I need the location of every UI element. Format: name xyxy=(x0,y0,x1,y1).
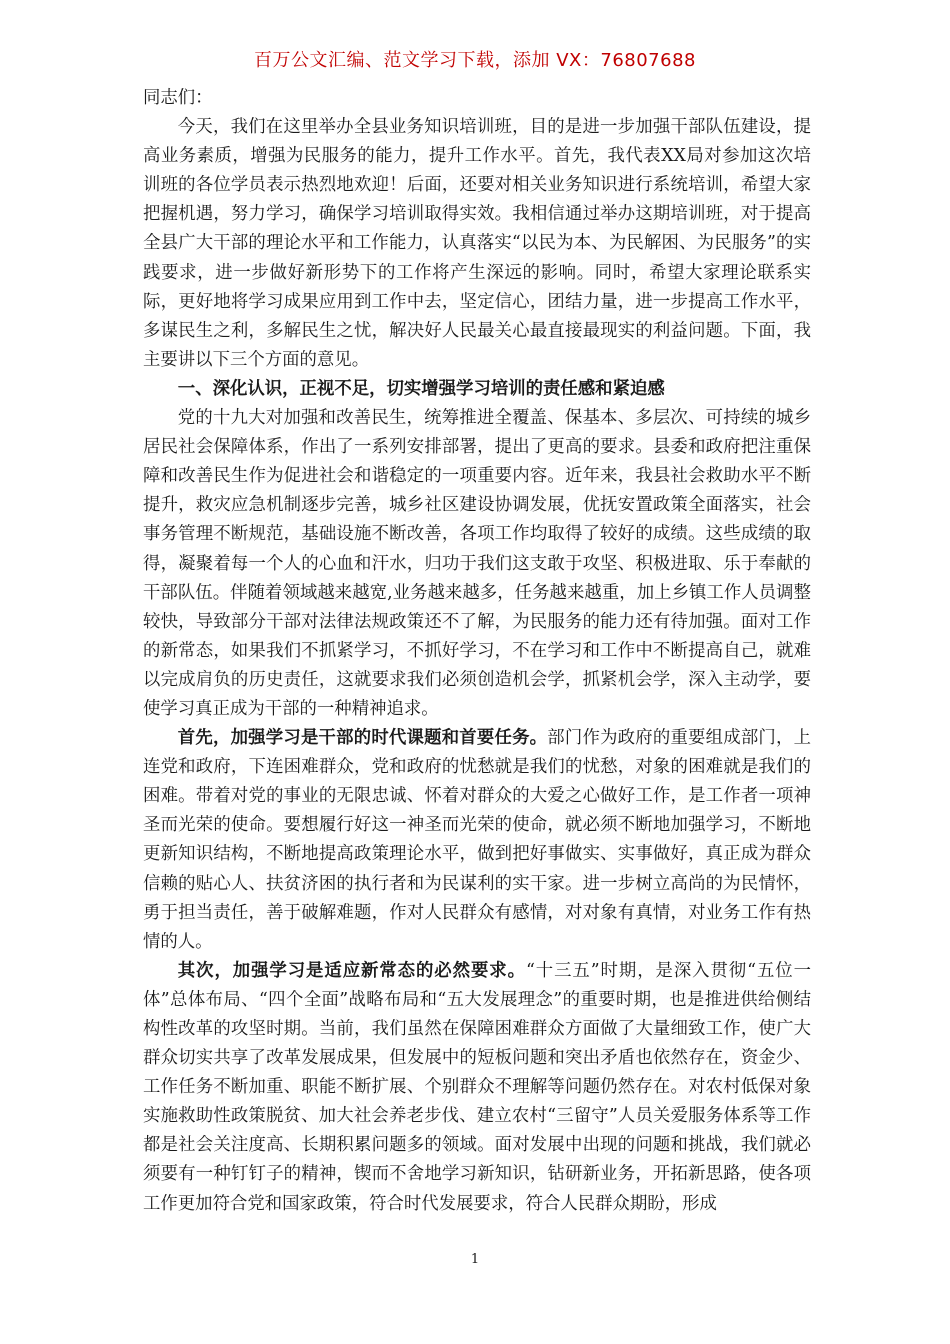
point-paragraph-2 xyxy=(143,957,811,1219)
point-lead: 其次，加强学习是适应新常态的必然要求。 xyxy=(177,960,526,981)
document-body xyxy=(143,84,811,1219)
salutation: 同志们： xyxy=(143,88,213,108)
point-body: “十三五”时期，是深入贯彻“五位一体”总体布局、“四个全面”战略布局和“五大发展理念”的重要时期，也是推进供给侧结构性改革的攻坚时期。当前，我们虽然在保障困难群众方面做了大量细致工作，使广大群众切实共享了改革发展成果，但发展中的短板问题和突出矛盾也依然存在，资金少、工作任务不断加重、职能不断扩展、个别群众不理解等问题仍然存在。对农村低保对象实施救助性政策脱贫、加大社会养老步伐、建立农村“三留守”人员关爱服务体系等工作都是社会关注度高、长期积累问题多的领域。面对发展中出现的问题和挑战，我们就必须要有一种钉钉子的精神，锲而不舍地学习新知识，钻研新业务，开拓新思路，使各项工作更加符合党和国家政策，符合时代发展要求，符合人民群众期盼，形成 xyxy=(143,960,811,1214)
point-paragraph-1 xyxy=(143,724,811,957)
page-number: 1 xyxy=(470,1252,480,1267)
point-lead: 首先，加强学习是干部的时代课题和首要任务。 xyxy=(177,728,548,749)
section-paragraph: 党的十九大对加强和改善民生，统筹推进全覆盖、保基本、多层次、可持续的城乡居民社会保障体系，作出了一系列安排部署，提出了更高的要求。县委和政府把注重保障和改善民生作为促进社会和谐稳定的一项重要内容。近年来，我县社会救助水平不断提升，救灾应急机制逐步完善，城乡社区建设协调发展，优抚安置政策全面落实，社会事务管理不断规范，基础设施不断改善，各项工作均取得了较好的成绩。这些成绩的取得，凝聚着每一个人的心血和汗水，归功于我们这支敢于攻坚、积极进取、乐于奉献的干部队伍。伴随着领域越来越宽,业务越来越多，任务越来越重，加上乡镇工作人员调整较快，导致部分干部对法律法规政策还不了解，为民服务的能力还有待加强。面对工作的新常态，如果我们不抓紧学习，不抓好学习，不在学习和工作中不断提高自己，就难以完成肩负的历史责任，这就要求我们必须创造机会学，抓紧机会学，深入主动学，要使学习真正成为干部的一种精神追求。 xyxy=(143,408,811,719)
point-body: 部门作为政府的重要组成部门，上连党和政府，下连困难群众，党和政府的忧愁就是我们的忧愁，对象的困难就是我们的困难。带着对党的事业的无限忠诚、怀着对群众的大爱之心做好工作，是工作者一项神圣而光荣的使命。要想履行好这一神圣而光荣的使命，就必须不断地加强学习，不断地更新知识结构，不断地提高政策理论水平，做到把好事做实、实事做好，真正成为群众信赖的贴心人、扶贫济困的执行者和为民谋利的实干家。进一步树立高尚的为民情怀，勇于担当责任，善于破解难题，作对人民群众有感情，对对象有真情，对业务工作有热情的人。 xyxy=(143,728,811,952)
download-banner: 百万公文汇编、范文学习下载，添加 VX：76807688 xyxy=(254,50,696,71)
section-heading: 一、深化认识，正视不足，切实增强学习培训的责任感和紧迫感 xyxy=(177,378,665,399)
intro-paragraph: 今天，我们在这里举办全县业务知识培训班，目的是进一步加强干部队伍建设，提高业务素质，增强为民服务的能力，提升工作水平。首先，我代表XX局对参加这次培训班的各位学员表示热烈地欢迎！后面，还要对相关业务知识进行系统培训，希望大家把握机遇，努力学习，确保学习培训取得实效。我相信通过举办这期培训班，对于提高全县广大干部的理论水平和工作能力，认真落实“以民为本、为民解困、为民服务”的实践要求，进一步做好新形势下的工作将产生深远的影响。同时，希望大家理论联系实际，更好地将学习成果应用到工作中去，坚定信心，团结力量，进一步提高工作水平，多谋民生之利，多解民生之忧，解决好人民最关心最直接最现实的利益问题。下面，我主要讲以下三个方面的意见。 xyxy=(143,117,811,370)
